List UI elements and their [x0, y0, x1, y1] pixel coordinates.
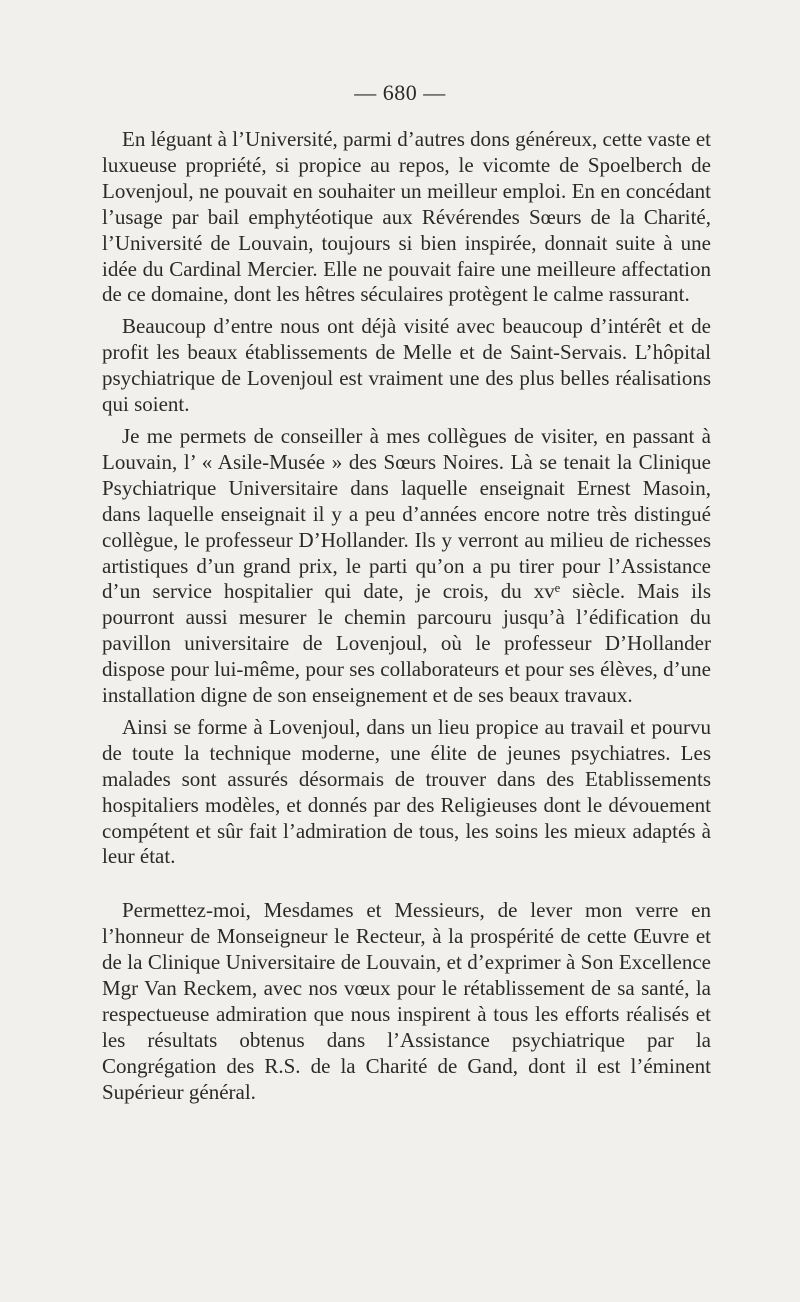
paragraph-4: Ainsi se forme à Lovenjoul, dans un lieu propice au travail et pourvu de toute la technique moderne, une élite de jeunes psychiatres. Les malades sont assurés désormais de trouver dans des Etablissements hospitaliers modèles, et donnés par des Religieuses dont le dévouement compétent et sûr fait l’admiration de tous, les soins les mieux adaptés à leur état.: [102, 714, 711, 869]
paragraph-2: Beaucoup d’entre nous ont déjà visité avec beaucoup d’intérêt et de profit les beaux établissements de Melle et de Saint-Servais. L’hôpital psychiatrique de Lovenjoul est vraiment une des plus belles réalisations qui soient.: [102, 314, 711, 417]
page-number: — 680 —: [354, 80, 446, 105]
body-text: [102, 127, 711, 1106]
paragraph-1: En léguant à l’Université, parmi d’autres dons généreux, cette vaste et luxueuse propriété, si propice au repos, le vicomte de Spoelberch de Lovenjoul, ne pouvait en souhaiter un meilleur emploi. En en concédant l’usage par bail emphytéotique aux Révérendes Sœurs de la Charité, l’Université de Louvain, toujours si bien inspirée, donnait suite à une idée du Cardinal Mercier. Elle ne pouvait faire une meilleure affectation de ce domaine, dont les hêtres séculaires protègent le calme rassurant.: [102, 127, 711, 307]
paragraph-5: Permettez-moi, Mesdames et Messieurs, de lever mon verre en l’honneur de Monseigneur le Recteur, à la prospérité de cette Œuvre et de la Clinique Universitaire de Louvain, et d’exprimer à Son Excellence Mgr Van Reckem, avec nos vœux pour le rétablissement de sa santé, la respectueuse admiration que nous inspirent à tous les efforts réalisés et les résultats obtenus dans l’Assistance psychiatrique par la Congrégation des R.S. de la Charité de Gand, dont il est l’éminent Supérieur général.: [102, 898, 711, 1104]
paragraph-3: Je me permets de conseiller à mes collègues de visiter, en passant à Louvain, l’ « Asile-Musée » des Sœurs Noires. Là se tenait la Clinique Psychiatrique Universitaire dans laquelle enseignait Ernest Masoin, dans laquelle enseignait il y a peu d’années encore notre très distingué collègue, le professeur D’Hollander. Ils y verront au milieu de richesses artistiques d’un grand prix, le parti qu’on a pu tirer pour l’Assistance d’un service hospitalier qui date, je crois, du xvᵉ siècle. Mais ils pourront aussi mesurer le chemin parcouru jusqu’à l’édification du pavillon universitaire de Lovenjoul, où le professeur D’Hollander dispose pour lui-même, pour ses collaborateurs et pour ses élèves, d’une installation digne de son enseignement et de ses beaux travaux.: [102, 423, 711, 708]
